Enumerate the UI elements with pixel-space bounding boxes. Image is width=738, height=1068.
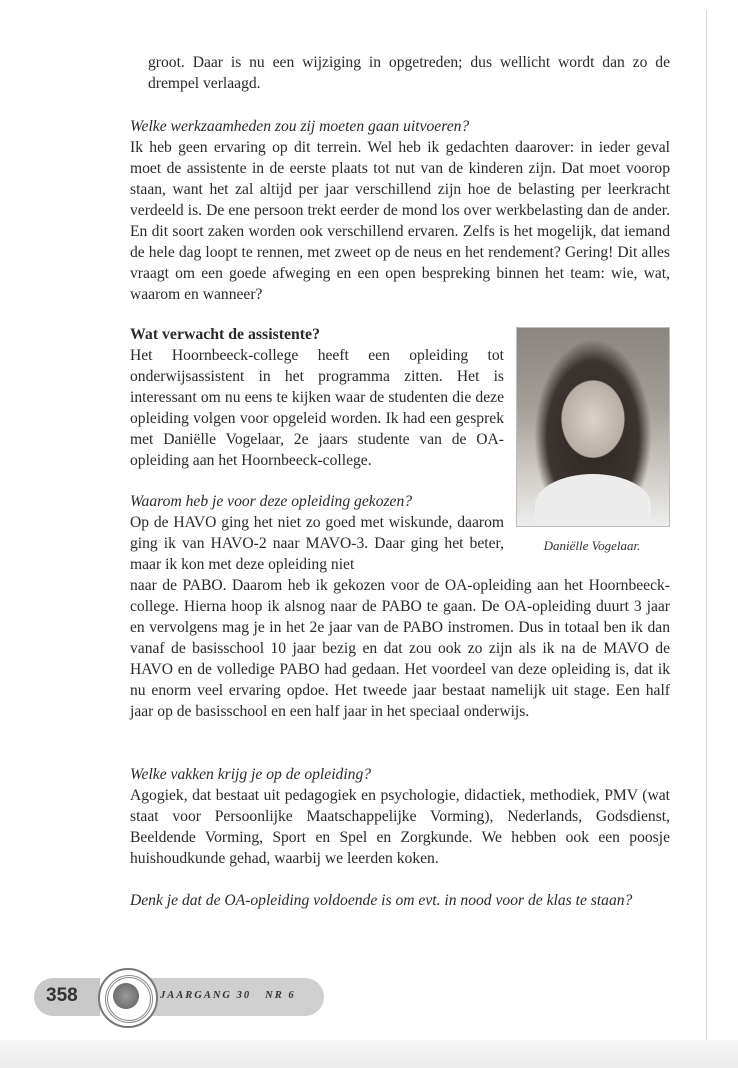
section-intro: Het Hoornbeeck-college heeft een opleiding tot onderwijsassistent in het programma zitten. Het is interessant om nu eens te kijken waar de studenten die deze opleiding volgen voor opgeleid worden. Ik had een gesprek met Daniëlle Vogelaar, 2e jaars studente van de OA-opleiding aan het Hoornbeeck-college. [130,347,504,469]
article-body [130,52,670,94]
page-number: 358 [46,985,78,1006]
photo-caption: Daniëlle Vogelaar. [543,538,641,553]
seal-core [113,983,139,1009]
question-2-block [130,491,670,722]
question-4-block [130,890,670,911]
answer-2-part-b: naar de PABO. Daarom heb ik gekozen voor de OA-opleiding aan het Hoornbeeck-college. Hierna hoop ik alsnog naar de PABO te gaan. De OA-opleiding duurt 3 jaar en vervolgens mag je in het 2e jaar van de PABO instromen. Dus in totaal ben ik dan vanaf de basisschool 10 jaar bezig en dat zou ook zo zijn als ik na de MAVO de HAVO en de volledige PABO had gedaan. Het voordeel van deze opleiding is, dat ik nu enorm veel ervaring opdoe. Het tweede jaar bestaat namelijk uit stage. Een half jaar op de basisschool en een half jaar in het speciaal onderwijs. [130,577,670,720]
question-3-block [130,764,670,869]
question-4: Denk je dat de OA-opleiding voldoende is om evt. in nood voor de klas te staan? [130,892,633,909]
question-3: Welke vakken krijg je op de opleiding? [130,766,372,783]
page-bottom-shadow [0,1040,738,1068]
journal-issue [160,990,310,1001]
section-heading: Wat verwacht de assistente? [130,326,320,343]
answer-1: Ik heb geen ervaring op dit terrein. Wel heb ik gedachten daarover: in ieder geval moet de assistente in de eerste plaats tot nut van de kinderen zijn. Dat moet voorop staan, want het zal altijd per jaar verschillend zijn hoe de belasting per leerkracht verdeeld is. De ene persoon trekt eerder de mond los over werkbelasting dan de ander. En dit soort zaken worden ook verschillend ervaren. Zelfs is het mogelijk, dat iemand de hele dag loopt te rennen, met zweet op de neus en het rendement? Gering! Dit alles vraagt om een goede afweging en een open bespreking binnen het team: wie, wat, waarom en wanneer? [130,139,670,303]
page-edge-rule [706,10,707,1040]
question-2: Waarom heb je voor deze opleiding gekozen? [130,493,413,510]
seal-icon [98,968,158,1028]
answer-3: Agogiek, dat bestaat uit pedagogiek en psychologie, didactiek, methodiek, PMV (wat staat voor Persoonlijke Maatschappelijke Vorming), Nederlands, Godsdienst, Beeldende Vorming, Sport en Spel en Zorgkunde. We hebben ook een poosje huishoudkunde gehad, waarbij we leerden koken. [130,787,670,867]
question-1: Welke werkzaamheden zou zij moeten gaan uitvoeren? [130,118,470,135]
journal-number: NR 6 [265,990,296,1001]
answer-2-part-a: Op de HAVO ging het niet zo goed met wiskunde, daarom ging ik van HAVO-2 naar MAVO-3. Daar ging het beter, maar ik kon met deze opleiding niet [130,514,504,573]
journal-volume: JAARGANG 30 [160,990,252,1001]
question-1-block [130,116,670,305]
paragraph-continuation: groot. Daar is nu een wijziging in opgetreden; dus wellicht wordt dan zo de drempel verlaagd. [148,54,670,92]
